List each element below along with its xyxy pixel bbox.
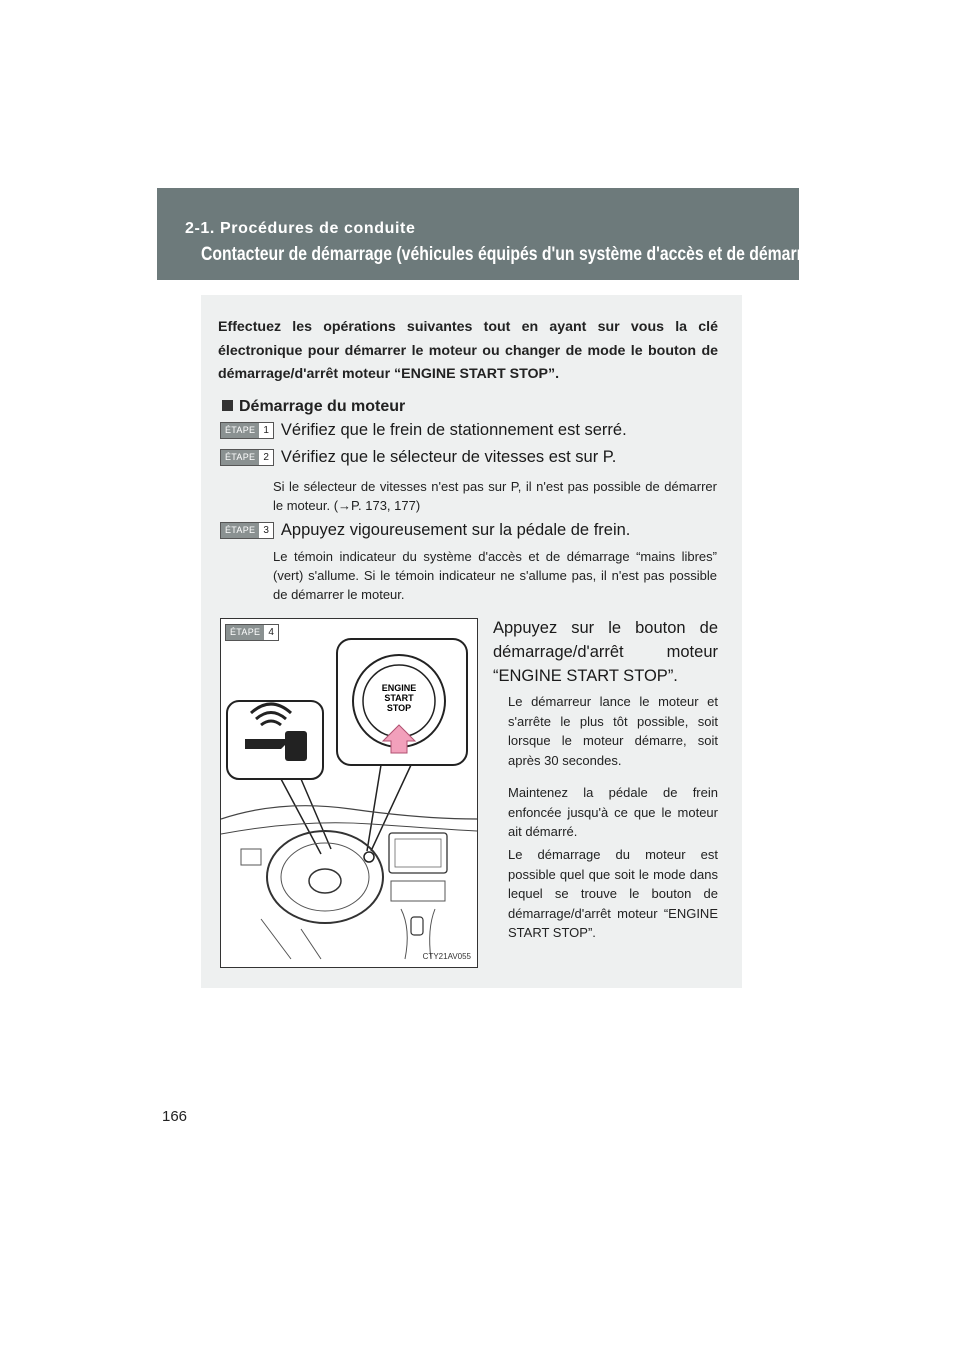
step-badge: ÉTAPE 1 bbox=[220, 422, 274, 439]
steering-hub bbox=[309, 869, 341, 893]
chapter-header bbox=[157, 188, 948, 280]
shift-lever bbox=[411, 917, 423, 935]
air-vent bbox=[241, 849, 261, 865]
dashboard-outline bbox=[221, 806, 477, 819]
intro-paragraph: Effectuez les opérations suivantes tout en ayant sur vous la clé électronique pour démarrer le moteur ou changer de mode le bouton de démarrage/d'arrêt moteur “ENGINE START STOP”. bbox=[218, 319, 718, 382]
start-button-location bbox=[364, 852, 374, 862]
button-label-start: START bbox=[384, 693, 414, 703]
section-title: 2-1. Procédures de conduite bbox=[185, 220, 416, 237]
step-1-text: Vérifiez que le frein de stationnement est serré. bbox=[280, 421, 627, 439]
step-1 bbox=[220, 421, 627, 440]
content-panel bbox=[201, 295, 742, 988]
illustration-code: CTY21AV055 bbox=[422, 952, 471, 961]
step-badge: ÉTAPE 4 bbox=[225, 624, 279, 641]
step-3-note: Le témoin indicateur du système d'accès et de démarrage “mains libres” (vert) s'allume. Si le témoin indicateur ne s'allume pas, il n'est pas possible de démarrer le moteur. bbox=[273, 549, 717, 602]
step-badge: ÉTAPE 3 bbox=[220, 522, 274, 539]
page-number: 166 bbox=[162, 1108, 188, 1125]
dashboard-outline bbox=[221, 823, 477, 834]
pedals bbox=[261, 919, 321, 959]
dashboard-drawing bbox=[221, 619, 477, 967]
step-4-note-1: Le démarreur lance le moteur et s'arrête le plus tôt possible, soit lorsque le moteur démarre, soit après 30 secondes. bbox=[508, 694, 718, 768]
step-4-note-3: Le démarrage du moteur est possible quel que soit le mode dans lequel se trouve le bouton de démarrage/d'arrêt moteur “ENGINE START STOP”. bbox=[508, 847, 718, 940]
button-label-engine: ENGINE bbox=[381, 683, 417, 693]
step-badge: ÉTAPE 2 bbox=[220, 449, 274, 466]
climate-panel bbox=[391, 881, 445, 901]
step-4-text: Appuyez sur le bouton de démarrage/d'arrêt moteur “ENGINE START STOP”. bbox=[493, 619, 718, 685]
step-2 bbox=[220, 448, 616, 467]
subheading-text: Démarrage du moteur bbox=[239, 398, 406, 415]
dashboard-illustration bbox=[220, 618, 478, 968]
step-2-note: Si le sélecteur de vitesses n'est pas sur P, il n'est pas possible de démarrer le moteur. (→P. 173, 177) bbox=[273, 479, 717, 513]
step-4-note-2: Maintenez la pédale de frein enfoncée jusqu'à ce que le moteur ait démarré. bbox=[508, 785, 718, 839]
square-bullet-icon bbox=[222, 400, 233, 411]
chapter-title: Contacteur de démarrage (véhicules équipés d'un système d'accès et de démarrage “mains libres”) bbox=[201, 244, 948, 265]
step-3-text: Appuyez vigoureusement sur la pédale de frein. bbox=[280, 521, 631, 539]
step-3 bbox=[220, 521, 630, 540]
step-2-text: Vérifiez que le sélecteur de vitesses est sur P. bbox=[280, 448, 617, 466]
subheading bbox=[222, 398, 405, 416]
button-label-stop: STOP bbox=[386, 703, 412, 713]
